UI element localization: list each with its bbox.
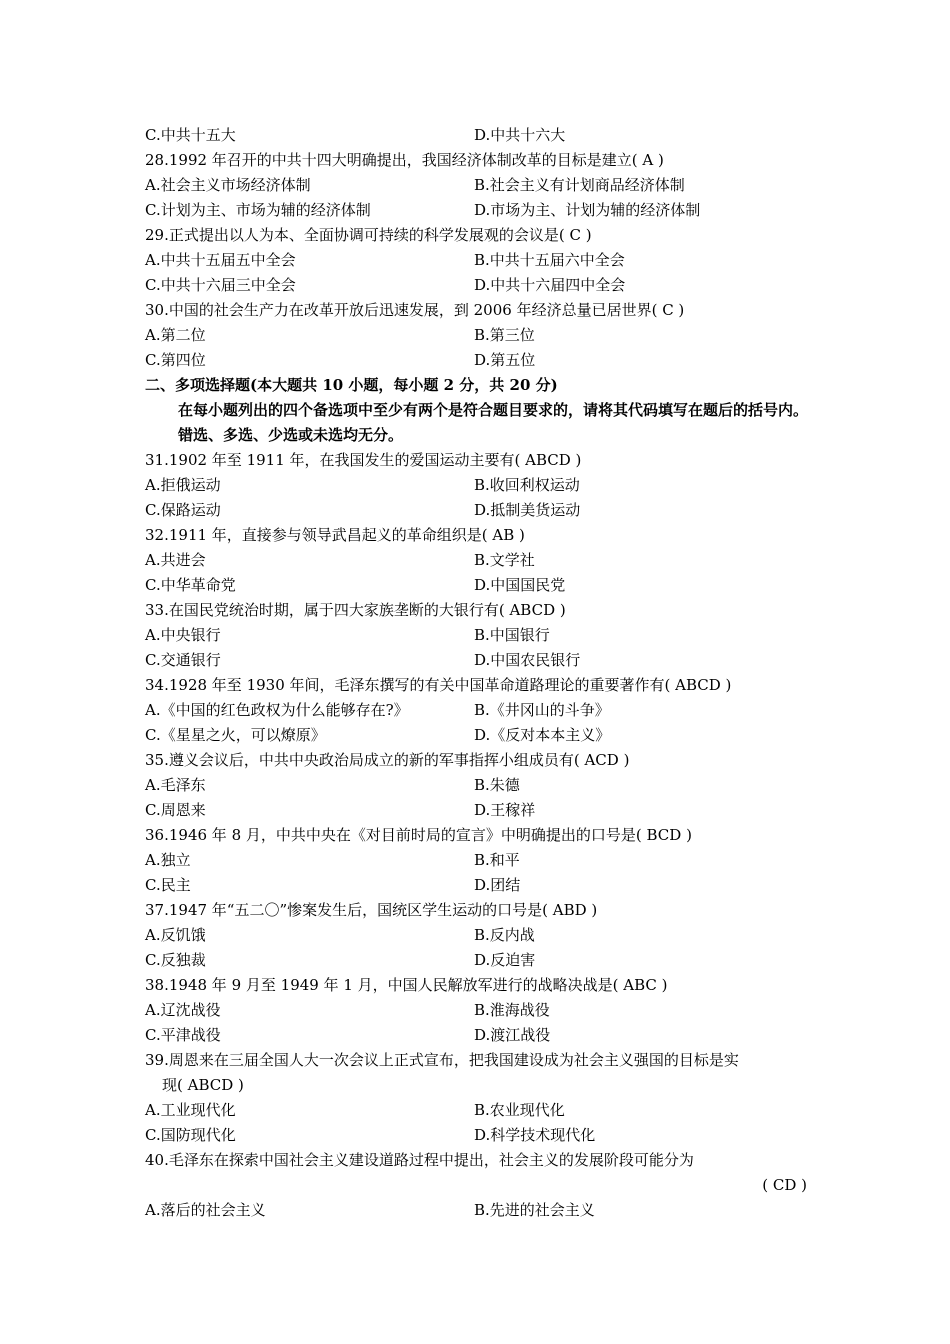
option-row [145,273,815,298]
question-text: 28.1992 年召开的中共十四大明确提出，我国经济体制改革的目标是建立( A ) [145,151,664,169]
option-left: C.反独裁 [145,951,206,969]
option-right: D.中国农民银行 [474,651,581,669]
option-row [145,498,815,523]
option-right: B.社会主义有计划商品经济体制 [474,176,685,194]
option-right: B.农业现代化 [474,1101,565,1119]
option-left: C.民主 [145,876,191,894]
option-row [145,573,815,598]
question-line [145,748,815,773]
question-text: 34.1928 年至 1930 年间，毛泽东撰写的有关中国革命道路理论的重要著作有( ABCD ) [145,676,732,694]
option-row [145,998,815,1023]
question-text: 31.1902 年至 1911 年，在我国发生的爱国运动主要有( ABCD ) [145,451,582,469]
option-row [145,873,815,898]
section-instructions-text: 在每小题列出的四个备选项中至少有两个是符合题目要求的，请将其代码填写在题后的括号内。错选、多选、少选或未选均无分。 [178,401,809,444]
question-line [145,1148,815,1173]
option-left: A.拒俄运动 [145,476,221,494]
option-right: B.第三位 [474,326,535,344]
option-right: D.市场为主、计划为辅的经济体制 [474,201,701,219]
option-row [145,698,815,723]
option-left: A.毛泽东 [145,776,206,794]
option-left: C.保路运动 [145,501,221,519]
option-left: C.中华革命党 [145,576,236,594]
option-left: C.中共十六届三中全会 [145,276,296,294]
option-right: B.先进的社会主义 [474,1201,595,1219]
question-text: 30.中国的社会生产力在改革开放后迅速发展，到 2006 年经济总量已居世界( C ) [145,301,685,319]
option-left: A.《中国的红色政权为什么能够存在?》 [145,701,409,719]
option-left: A.共进会 [145,551,206,569]
option-left: C.交通银行 [145,651,221,669]
option-left: A.中共十五届五中全会 [145,251,296,269]
document-page [145,123,815,1223]
option-right: D.渡江战役 [474,1026,551,1044]
option-row [145,648,815,673]
option-row [145,623,815,648]
option-left: A.第二位 [145,326,206,344]
question-line [145,823,815,848]
option-row [145,473,815,498]
option-row [145,348,815,373]
option-row [145,848,815,873]
option-right: D.团结 [474,876,521,894]
question-line [145,223,815,248]
option-right: B.朱德 [474,776,520,794]
option-left: C.周恩来 [145,801,206,819]
option-left: A.辽沈战役 [145,1001,221,1019]
option-left: A.工业现代化 [145,1101,236,1119]
option-right: B.和平 [474,851,520,869]
question-continuation [145,1073,815,1098]
question-line [145,1048,815,1073]
option-left: C.计划为主、市场为辅的经济体制 [145,201,371,219]
section-heading [145,373,815,398]
option-row [145,248,815,273]
option-right: B.《井冈山的斗争》 [474,701,610,719]
option-right: B.收回利权运动 [474,476,580,494]
option-right: D.抵制美货运动 [474,501,581,519]
question-text: 37.1947 年“五二〇”惨案发生后，国统区学生运动的口号是( ABD ) [145,901,598,919]
option-left: A.反饥饿 [145,926,206,944]
section-instructions [145,398,815,448]
question-text: 35.遵义会议后，中共中央政治局成立的新的军事指挥小组成员有( ACD ) [145,751,630,769]
option-right: D.王稼祥 [474,801,536,819]
question-text: 40.毛泽东在探索中国社会主义建设道路过程中提出，社会主义的发展阶段可能分为 [145,1151,694,1169]
question-line [145,598,815,623]
question-text: 29.正式提出以人为本、全面协调可持续的科学发展观的会议是( C ) [145,226,592,244]
question-text: 33.在国民党统治时期，属于四大家族垄断的大银行有( ABCD ) [145,601,566,619]
option-right: D.《反对本本主义》 [474,726,611,744]
option-left: A.独立 [145,851,191,869]
option-row [145,948,815,973]
option-row [145,923,815,948]
option-row [145,123,815,148]
question-text: 36.1946 年 8 月，中共中央在《对目前时局的宣言》中明确提出的口号是( BCD ) [145,826,692,844]
option-right: D.中共十六大 [474,126,566,144]
question-line [145,448,815,473]
option-row [145,323,815,348]
answer-bracket-line [145,1173,815,1198]
option-row [145,1023,815,1048]
option-row [145,723,815,748]
option-right: D.中国国民党 [474,576,566,594]
section-heading-text: 二、多项选择题(本大题共 10 小题，每小题 2 分，共 20 分) [145,376,558,394]
option-row [145,1123,815,1148]
option-right: D.反迫害 [474,951,536,969]
option-right: B.中国银行 [474,626,550,644]
option-row [145,548,815,573]
option-left: A.社会主义市场经济体制 [145,176,311,194]
option-right: B.反内战 [474,926,535,944]
option-left: C.平津战役 [145,1026,221,1044]
option-row [145,773,815,798]
option-row [145,1098,815,1123]
question-continuation-text: 现( ABCD ) [162,1076,244,1094]
option-row [145,798,815,823]
question-line [145,973,815,998]
option-right: B.淮海战役 [474,1001,550,1019]
option-row [145,173,815,198]
option-left: A.中央银行 [145,626,221,644]
option-left: C.中共十五大 [145,126,236,144]
question-line [145,898,815,923]
question-line [145,673,815,698]
option-left: C.国防现代化 [145,1126,236,1144]
question-line [145,148,815,173]
question-text: 32.1911 年，直接参与领导武昌起义的革命组织是( AB ) [145,526,525,544]
option-right: B.文学社 [474,551,535,569]
option-right: D.科学技术现代化 [474,1126,596,1144]
question-line [145,523,815,548]
option-left: C.《星星之火，可以燎原》 [145,726,326,744]
option-right: D.第五位 [474,351,536,369]
option-right: D.中共十六届四中全会 [474,276,626,294]
option-left: C.第四位 [145,351,206,369]
option-left: A.落后的社会主义 [145,1201,266,1219]
question-line [145,298,815,323]
option-row [145,198,815,223]
answer-bracket: ( CD ) [762,1176,807,1194]
question-text: 38.1948 年 9 月至 1949 年 1 月，中国人民解放军进行的战略决战是( ABC ) [145,976,668,994]
question-text: 39.周恩来在三届全国人大一次会议上正式宣布，把我国建设成为社会主义强国的目标是实 [145,1051,739,1069]
option-row [145,1198,815,1223]
option-right: B.中共十五届六中全会 [474,251,625,269]
